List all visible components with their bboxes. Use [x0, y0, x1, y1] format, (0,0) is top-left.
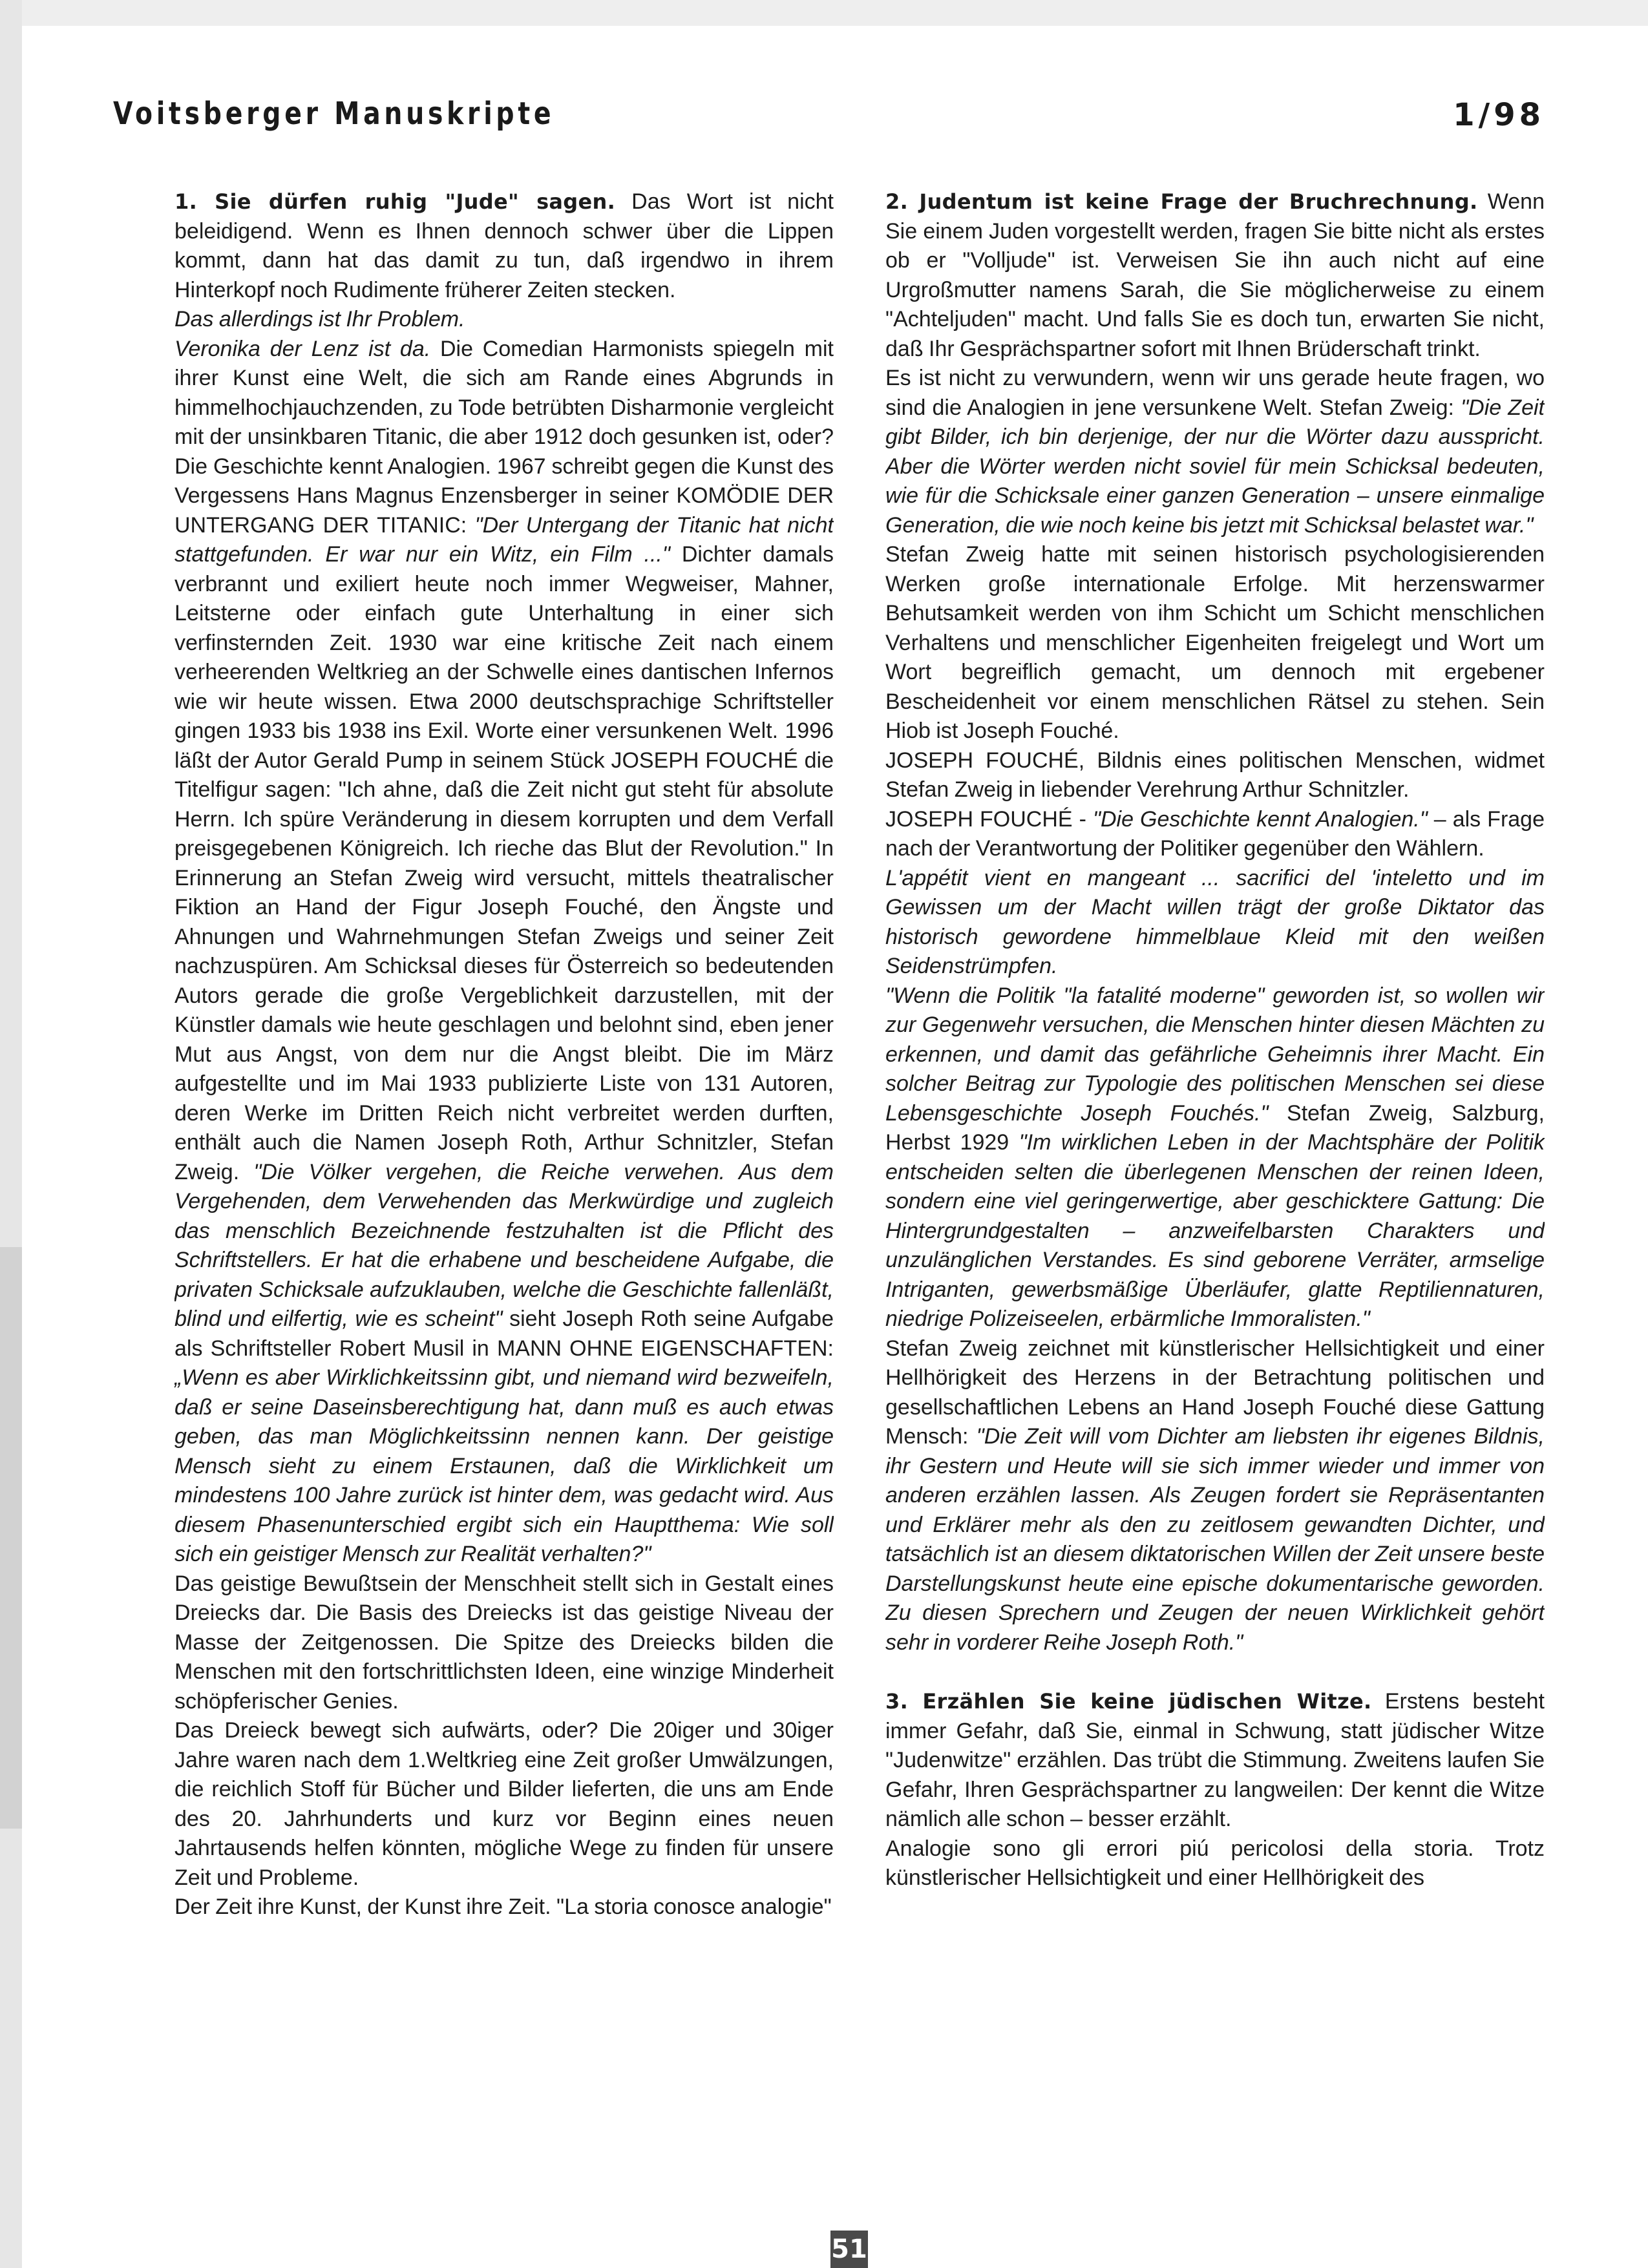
paragraph: Analogie sono gli errori piú pericolosi della storia. Trotz künstlerischer Hellsichtigkeit und einer Hellhörigkeit des	[885, 1836, 1545, 1890]
paragraph: Der Zeit ihre Kunst, der Kunst ihre Zeit. "La storia conosce analogie"	[174, 1895, 832, 1919]
left-column	[174, 187, 834, 2178]
paragraph-section-1: 1. Sie dürfen ruhig "Jude" sagen. Das Wort ist nicht beleidigend. Wenn es Ihnen dennoch schwer über die Lippen kommt, dann hat das damit zu tun, daß irgendwo in ihrem Hinterkopf noch Rudimente früherer Zeiten stecken.	[174, 189, 834, 302]
paragraph: Veronika der Lenz ist da. Die Comedian Harmonists spiegeln mit ihrer Kunst eine Welt, die sich am Rande eines Abgrunds in himmelhochjauchzenden, zu Tode betrübten Disharmonie vergleicht mit der unsinkbaren Titanic, die aber 1912 doch gesunken ist, oder? Die Geschichte kennt Analogien. 1967 schreibt gegen die Kunst des Vergessens Hans Magnus Enzensberger in seiner KOMÖDIE DER UNTERGANG DER TITANIC: "Der Untergang der Titanic hat nicht stattgefunden. Er war nur ein Witz, ein Film ..." Dichter damals verbrannt und exiliert heute noch immer Wegweiser, Mahner, Leitsterne oder einfach gute Unterhaltung in einer sich verfinsternden Zeit. 1930 war eine kritische Zeit nach einem verheerenden Weltkrieg an der Schwelle eines dantischen Infernos wie wir heute wissen. Etwa 2000 deutschsprachige Schriftsteller gingen 1933 bis 1938 ins Exil. Worte einer versunkenen Welt. 1996 läßt der Autor Gerald Pump in seinem Stück JOSEPH FOUCHÉ die Titelfigur sagen: "Ich ahne, daß die Zeit nicht gut steht für absolute Herrn. Ich spüre Veränderung in diesem korrupten und dem Verfall preisgegebenen Königreich. Ich rieche das Blut der Revolution." In Erinnerung an Stefan Zweig wird versucht, mittels theatralischer Fiktion an Hand der Figur Joseph Fouché, den Ängste und Ahnungen und Wahrnehmungen Stefan Zweigs und seiner Zeit nachzuspüren. Am Schicksal dieses für Österreich so bedeutenden Autors gerade die große Vergeblichkeit darzustellen, mit der Künstler damals wie heute geschlagen und belohnt sind, eben jener Mut aus Angst, von dem nur die Angst bleibt. Die im März aufgestellte und im Mai 1933 publizierte Liste von 131 Autoren, deren Werke im Dritten Reich nicht verbreitet werden durften, enthält auch die Namen Joseph Roth, Arthur Schnitzler, Stefan Zweig. "Die Völker vergehen, die Reiche verwehen. Aus dem Vergehenden, dem Verwehenden das Merkwürdige und zugleich das menschlich Bezeichnende festzuhalten ist die Pflicht des Schriftstellers. Er hat die erhabene und bescheidene Aufgabe, die privaten Schicksale aufzuklauben, welche die Geschichte fallenläßt, blind und eilfertig, wie es scheint" sieht Joseph Roth seine Aufgabe als Schriftsteller Robert Musil in MANN OHNE EIGENSCHAFTEN: „Wenn es aber Wirklichkeitssinn gibt, und niemand wird bezweifeln, daß er seine Daseinsberechtigung hat, dann muß es auch etwas geben, das man Möglichkeitssinn nennen kann. Der geistige Mensch sieht zu einem Erstaunen, daß die Wirklichkeit um mindestens 100 Jahre zurück ist hinter dem, was gedacht wird. Aus diesem Phasenunterschied ergibt sich ein Hauptthema: Wie soll sich ein geistiger Mensch zur Realität verhalten?"	[174, 336, 834, 1566]
issue-number: 1/98	[1453, 97, 1545, 133]
paragraph: JOSEPH FOUCHÉ - "Die Geschichte kennt Analogien." – als Frage nach der Verantwortung der Politiker gegenüber den Wählern.	[885, 806, 1545, 861]
paragraph: JOSEPH FOUCHÉ, Bildnis eines politischen Menschen, widmet Stefan Zweig in liebender Verehrung Arthur Schnitzler.	[885, 748, 1545, 802]
paragraph: Das Dreieck bewegt sich aufwärts, oder? Die 20iger und 30iger Jahre waren nach dem 1.Weltkrieg eine Zeit großer Umwälzungen, die reichlich Stoff für Bücher und Bilder lieferten, die uns am Ende des 20. Jahrhunderts und kurz vor Beginn eines neuen Jahrtausends helfen könnten, mögliche Wege zu finden für unsere Zeit und Probleme.	[174, 1718, 834, 1890]
journal-title: Voitsberger Manuskripte	[113, 96, 555, 132]
page-number: 51	[830, 2231, 868, 2268]
section-spacer	[885, 1657, 1545, 1687]
paragraph: Es ist nicht zu verwundern, wenn wir uns gerade heute fragen, wo sind die Analogien in jene versunkene Welt. Stefan Zweig: "Die Zeit gibt Bilder, ich bin derjenige, der nur die Wörter dazu ausspricht. Aber die Wörter werden nicht soviel für mein Schicksal bedeuten, wie für die Schicksale einer ganzen Generation – unsere einmalige Generation, die wie noch keine bis jetzt mit Schicksal belastet war."	[885, 366, 1545, 538]
paragraph: "Wenn die Politik "la fatalité moderne" geworden ist, so wollen wir zur Gegenwehr versuchen, die Menschen hinter diesen Mächten zu erkennen, und damit das gefährliche Geheimnis ihrer Macht. Ein solcher Beitrag zur Typologie des politischen Menschen sei diese Lebensgeschichte Joseph Fouchés." Stefan Zweig, Salzburg, Herbst 1929 "Im wirklichen Leben in der Machtsphäre der Politik entscheiden selten die überlegenen Menschen der reinen Ideen, sondern eine viel geringerwertige, aber geschicktere Gattung: Die Hintergrundgestalten – anzweifelbarsten Charakters und unzulänglichen Verstandes. Es sind geborene Verräter, armselige Intriganten, gewerbsmäßige Überläufer, glatte Reptiliennaturen, niedrige Polizeiseelen, erbärmliche Immoralisten."	[885, 983, 1545, 1331]
section-heading: 2. Judentum ist keine Frage der Bruchrechnung.	[885, 189, 1478, 214]
paragraph: Stefan Zweig zeichnet mit künstlerischer Hellsichtigkeit und einer Hellhörigkeit des Herzens in der Betrachtung politischen und gesellschaftlichen Lebens an Hand Joseph Fouché diese Gattung Mensch: "Die Zeit will vom Dichter am liebsten ihr eigenes Bildnis, ihr Gestern und Heute will sie sich immer wieder und immer von anderen erzählen lassen. Als Zeugen fordert sie Repräsentanten und Erklärer mehr als den zu zeitlosem gewandten Dichter, und tatsächlich ist an diesem diktatorischen Willen der Zeit unsere beste Darstellungskunst heute eine epische dokumentarische geworden. Zu diesen Sprechern und Zeugen der neuen Wirklichkeit gehört sehr in vorderer Reihe Joseph Roth."	[885, 1336, 1545, 1655]
paragraph-section-2: 2. Judentum ist keine Frage der Bruchrechnung. Wenn Sie einem Juden vorgestellt werden, fragen Sie bitte nicht als erstes ob er "Volljude" ist. Verweisen Sie ihn auch nicht auf eine Urgroßmutter namens Sarah, die Sie möglicherweise zu einem "Achteljuden" macht. Und falls Sie es doch tun, erwarten Sie nicht, daß Ihr Gesprächspartner sofort mit Ihnen Brüderschaft trinkt.	[885, 189, 1545, 361]
paragraph-section-3: 3. Erzählen Sie keine jüdischen Witze. Erstens besteht immer Gefahr, daß Sie, einmal in Schwung, statt jüdischer Witze "Judenwitze" erzählen. Das trübt die Stimmung. Zweitens laufen Sie Gefahr, Ihren Gesprächspartner zu langweilen: Der kennt die Witze nämlich alle schon – besser erzählt.	[885, 1689, 1545, 1831]
scan-left-edge	[0, 0, 22, 2268]
paragraph: Das geistige Bewußtsein der Menschheit stellt sich in Gestalt eines Dreiecks dar. Die Basis des Dreiecks ist das geistige Niveau der Masse der Zeitgenossen. Die Spitze des Dreiecks bilden die Menschen mit den fortschrittlichsten Ideen, eine winzige Minderheit schöpferischer Genies.	[174, 1571, 834, 1714]
scan-left-shadow	[0, 1247, 22, 1829]
paragraph: Das allerdings ist Ihr Problem.	[174, 307, 465, 331]
section-heading: 3. Erzählen Sie keine jüdischen Witze.	[885, 1689, 1372, 1714]
paragraph: Stefan Zweig hatte mit seinen historisch psychologisierenden Werken große internationale Erfolge. Mit herzenswarmer Behutsamkeit werden von ihm Schicht um Schicht menschlichen Verhaltens und menschlicher Eigenheiten freigelegt und Wort um Wort begreiflich gemacht, um dennoch mit ergebener Bescheidenheit vor einem menschlichen Rätsel zu stehen. Sein Hiob ist Joseph Fouché.	[885, 542, 1545, 743]
section-heading: 1. Sie dürfen ruhig "Jude" sagen.	[174, 189, 616, 214]
scan-top-edge	[0, 0, 1648, 26]
right-column	[885, 187, 1545, 2178]
paragraph: L'appétit vient en mangeant ... sacrifici del 'inteletto und im Gewissen um der Macht willen trägt der große Diktator das historisch gewordene himmelblaue Kleid mit den weißen Seidenstrümpfen.	[885, 865, 1545, 978]
